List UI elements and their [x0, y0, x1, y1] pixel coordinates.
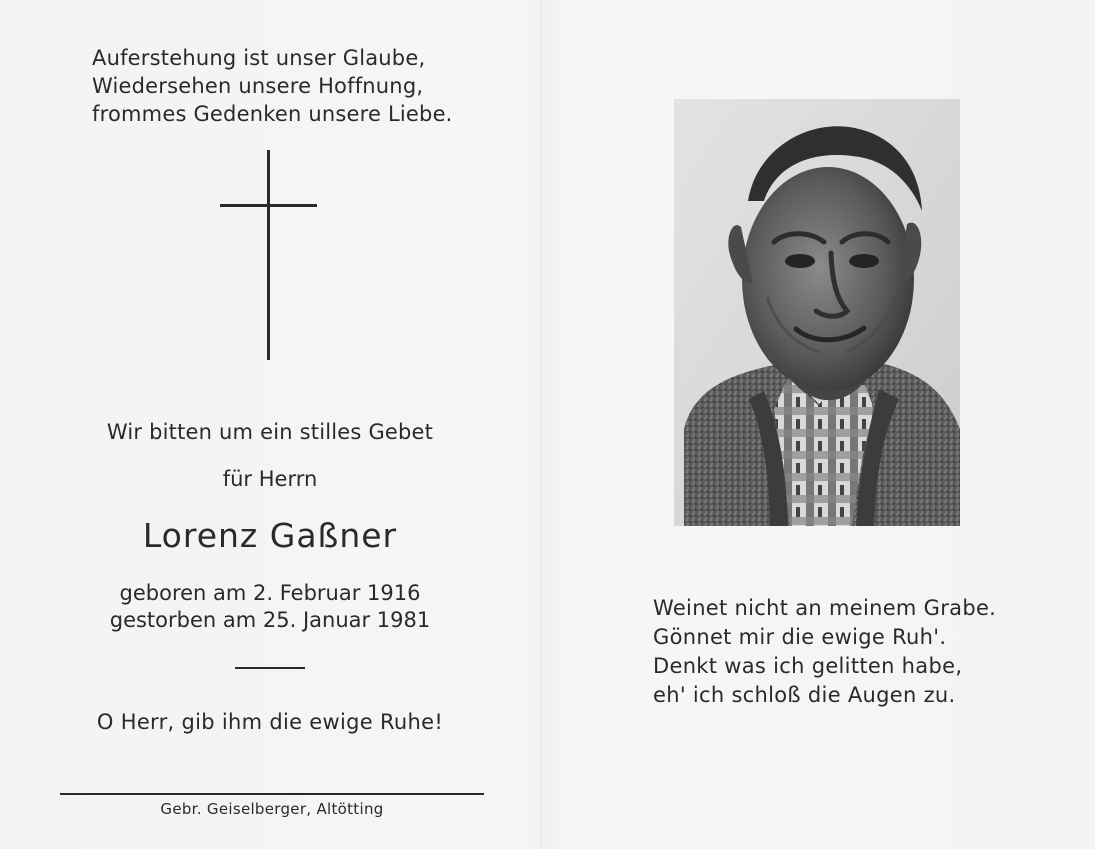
cross-horizontal-bar: [220, 204, 317, 207]
verse-line-3: Denkt was ich gelitten habe,: [653, 654, 963, 678]
card-fold: [540, 0, 542, 849]
motto: [92, 44, 512, 128]
verse-line-4: eh' ich schloß die Augen zu.: [653, 683, 956, 707]
life-dates: [0, 580, 540, 634]
printer-credit: Gebr. Geiselberger, Altötting: [160, 800, 384, 818]
right-page: [545, 0, 1095, 849]
motto-line-1: Auferstehung ist unser Glaube,: [92, 46, 426, 70]
death-date: gestorben am 25. Januar 1981: [109, 608, 431, 632]
prayer-request: Wir bitten um ein stilles Gebet: [106, 420, 434, 444]
verse-line-1: Weinet nicht an meinem Grabe.: [653, 596, 997, 620]
verse: [653, 594, 1053, 710]
motto-line-2: Wiedersehen unsere Hoffnung,: [92, 74, 424, 98]
verse-line-2: Gönnet mir die ewige Ruh'.: [653, 625, 947, 649]
portrait-illustration: [674, 99, 960, 526]
birth-date: geboren am 2. Februar 1916: [119, 581, 421, 605]
portrait-photo: [674, 99, 960, 526]
for-mr: für Herrn: [222, 467, 318, 491]
cross-icon: [220, 150, 317, 360]
deceased-name: Lorenz Gaßner: [142, 516, 398, 555]
left-page: [0, 0, 540, 849]
cross-vertical-bar: [267, 150, 270, 360]
divider: [235, 667, 305, 669]
closing-prayer: O Herr, gib ihm die ewige Ruhe!: [96, 710, 444, 734]
footer-rule: [60, 793, 484, 795]
motto-line-3: frommes Gedenken unsere Liebe.: [92, 102, 453, 126]
